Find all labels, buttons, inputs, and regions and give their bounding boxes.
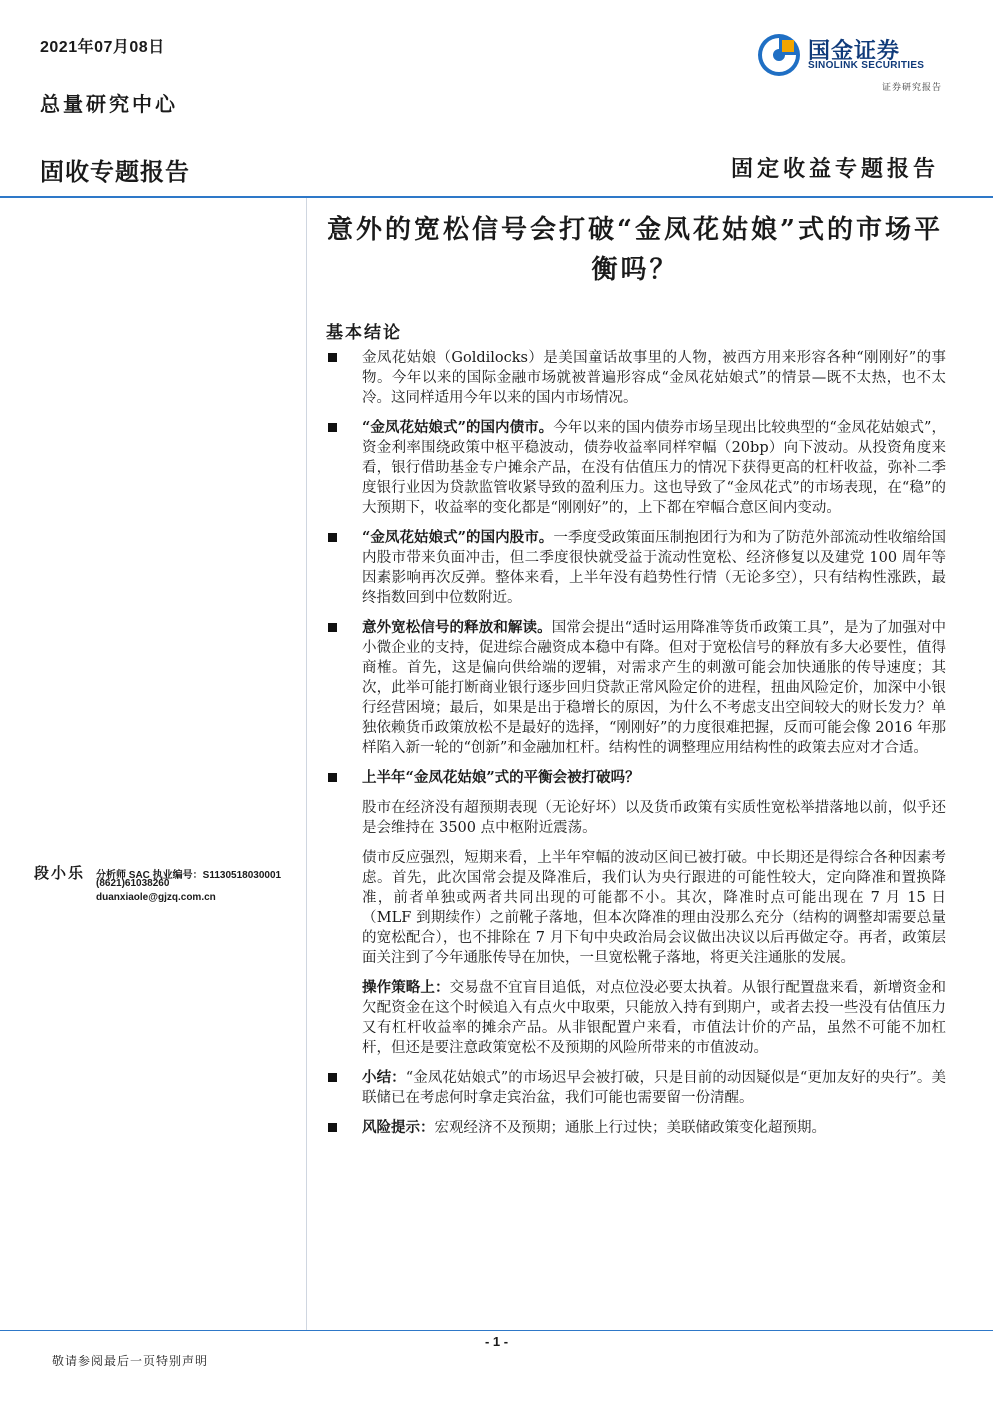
sinolink-logo-icon	[756, 32, 802, 78]
report-type-left: 固收专题报告	[40, 159, 190, 186]
logo-name-cn: 国金证券	[808, 38, 901, 63]
para-text: 交易盘不宜盲目追低，对点位没必要太执着。从银行配置盘来看，新增资金和欠配资金在这个时候追入有点火中取栗，只能放入持有到期户，或者去投一些没有估值压力又有杠杆收益率的摊余产品。从非银配置户来看，市值法计价的产品，虽然不可能不加杠杆，但还是要注意政策宽松不及预期的风险所带来的市值波动。	[362, 980, 947, 1056]
bullet-square-icon	[328, 353, 337, 362]
bullet-lead: “金凤花姑娘式”的国内股市。	[362, 529, 554, 546]
bullet-square-icon	[328, 1073, 337, 1082]
research-center: 总量研究中心	[40, 92, 178, 116]
report-title: 意外的宽松信号会打破“金凤花姑娘”式的市场平衡吗？	[327, 215, 943, 285]
bullet-item	[326, 1068, 946, 1108]
column-divider	[306, 198, 307, 1330]
bullet-item	[326, 1118, 946, 1138]
bullet-lead: “金凤花姑娘式”的国内债市。	[362, 419, 554, 436]
bullet-text: 一季度受政策面压制抱团行为和为了防范外部流动性收缩给国内股市带来负面冲击，但二季度很快就受益于流动性宽松、经济修复以及建党 100 周年等因素影响再次反弹。整体来看，上半年没有趋势性行情（无论多空），只有结构性涨跌，最终指数回到中位数附近。	[362, 530, 947, 606]
bullet-item	[326, 418, 946, 518]
bullet-square-icon	[328, 1123, 337, 1132]
para-text: 债市反应强烈，短期来看，上半年窄幅的波动区间已被打破。中长期还是得综合各种因素考虑。首先，此次国常会提及降准后，我们认为央行跟进的可能性较大，定向降准和置换降准，前者单独或两者共同出现的可能都不小。其次，降准时点可能出现在 7 月 15 日（MLF 到期续作）之前靴子落地，但本次降准的理由没那么充分（结构的调整却需要总量的宽松配合），也不排除在 7 月下旬中央政治局会议做出决议以后再做定夺。再者，政策层面关注到了今年通胀传导在加快，一旦宽松靴子落地，将更关注通胀的发展。	[362, 850, 946, 966]
section-heading: 基本结论	[326, 323, 402, 343]
bullet-text: 金凤花姑娘（Goldilocks）是美国童话故事里的人物，被西方用来形容各种“刚刚好”的事物。今年以来的国际金融市场就被普遍形容成“金凤花姑娘式”的情景—既不太热，也不太冷。这同样适用今年以来的国内市场情况。	[362, 350, 946, 406]
bullet-lead: 风险提示：	[362, 1119, 435, 1136]
bullet-lead: 意外宽松信号的释放和解读。	[362, 619, 552, 636]
bullet-item	[326, 768, 946, 788]
bullet-item	[326, 618, 946, 758]
para-text: 股市在经济没有超预期表现（无论好坏）以及货币政策有实质性宽松举措落地以前，似乎还是会维持在 3500 点中枢附近震荡。	[362, 800, 946, 836]
logo-name-en: SINOLINK SECURITIES	[808, 60, 925, 71]
bullet-lead: 上半年“金凤花姑娘”式的平衡会被打破吗？	[362, 769, 640, 786]
page-number: - 1 -	[484, 1334, 509, 1349]
bullet-item	[326, 348, 946, 408]
sub-paragraph	[326, 798, 946, 838]
logo-subtitle: 证券研究报告	[881, 83, 942, 93]
bullet-text: 国常会提出“适时运用降准等货币政策工具”，是为了加强对中小微企业的支持，促进综合融资成本稳中有降。但对于宽松信号的释放有多大必要性，值得商榷。首先，这是偏向供给端的逻辑，对需求产生的刺激可能会加快通胀的传导速度；其次，此举可能打断商业银行逐步回归贷款正常风险定价的进程，扭曲风险定价，加深中小银行经营困境；最后，如果是出于稳增长的原因，为什么不考虑支出空间较大的财长发力？单独依赖货币政策放松不是最好的选择，“刚刚好”的力度很难把握，反而可能会像 2016 年那样陷入新一轮的“创新”和金融加杠杆。结构性的调整理应用结构性的政策去应对才合适。	[362, 620, 947, 756]
bullet-text: 宏观经济不及预期；通胀上行过快；美联储政策变化超预期。	[434, 1120, 826, 1136]
company-logo	[756, 32, 946, 92]
bullet-square-icon	[328, 423, 337, 432]
analyst-email[interactable]: duanxiaole@gjzq.com.cn	[96, 892, 216, 903]
analyst-phone: (8621)61038260	[96, 878, 170, 889]
bullet-lead: 小结：	[362, 1069, 406, 1086]
header-divider	[0, 196, 993, 198]
report-type-right: 固定收益专题报告	[730, 156, 939, 182]
para-lead: 操作策略上：	[362, 979, 450, 996]
footer-divider	[0, 1330, 993, 1331]
analyst-cert: 分析师 SAC 执业编号：S1130518030001	[96, 870, 282, 881]
analyst-name: 段小乐	[34, 864, 86, 882]
report-body	[326, 348, 946, 1148]
report-date: 2021年07月08日	[40, 39, 165, 56]
bullet-text: 今年以来的国内债券市场呈现出比较典型的“金凤花姑娘式”，资金利率围绕政策中枢平稳波动，债券收益率同样窄幅（20bp）向下波动。从投资角度来看，银行借助基金专户摊余产品，在没有估值压力的情况下获得更高的杠杆收益，弥补二季度银行业因为贷款监管收紧导致的盈利压力。这也导致了“金凤花式”的市场表现，在“稳”的大预期下，收益率的变化都是“刚刚好”的，上下都在窄幅合意区间内变动。	[362, 420, 946, 516]
bullet-item	[326, 528, 946, 608]
bullet-square-icon	[328, 623, 337, 632]
sub-paragraph	[326, 848, 946, 968]
footer-disclaimer: 敬请参阅最后一页特别声明	[52, 1354, 209, 1368]
bullet-square-icon	[328, 533, 337, 542]
bullet-text: “金凤花姑娘式”的市场迟早会被打破，只是目前的动因疑似是“更加友好的央行”。美联储已在考虑何时拿走宾治盆，我们可能也需要留一份清醒。	[362, 1070, 946, 1106]
bullet-square-icon	[328, 773, 337, 782]
sub-paragraph	[326, 978, 946, 1058]
